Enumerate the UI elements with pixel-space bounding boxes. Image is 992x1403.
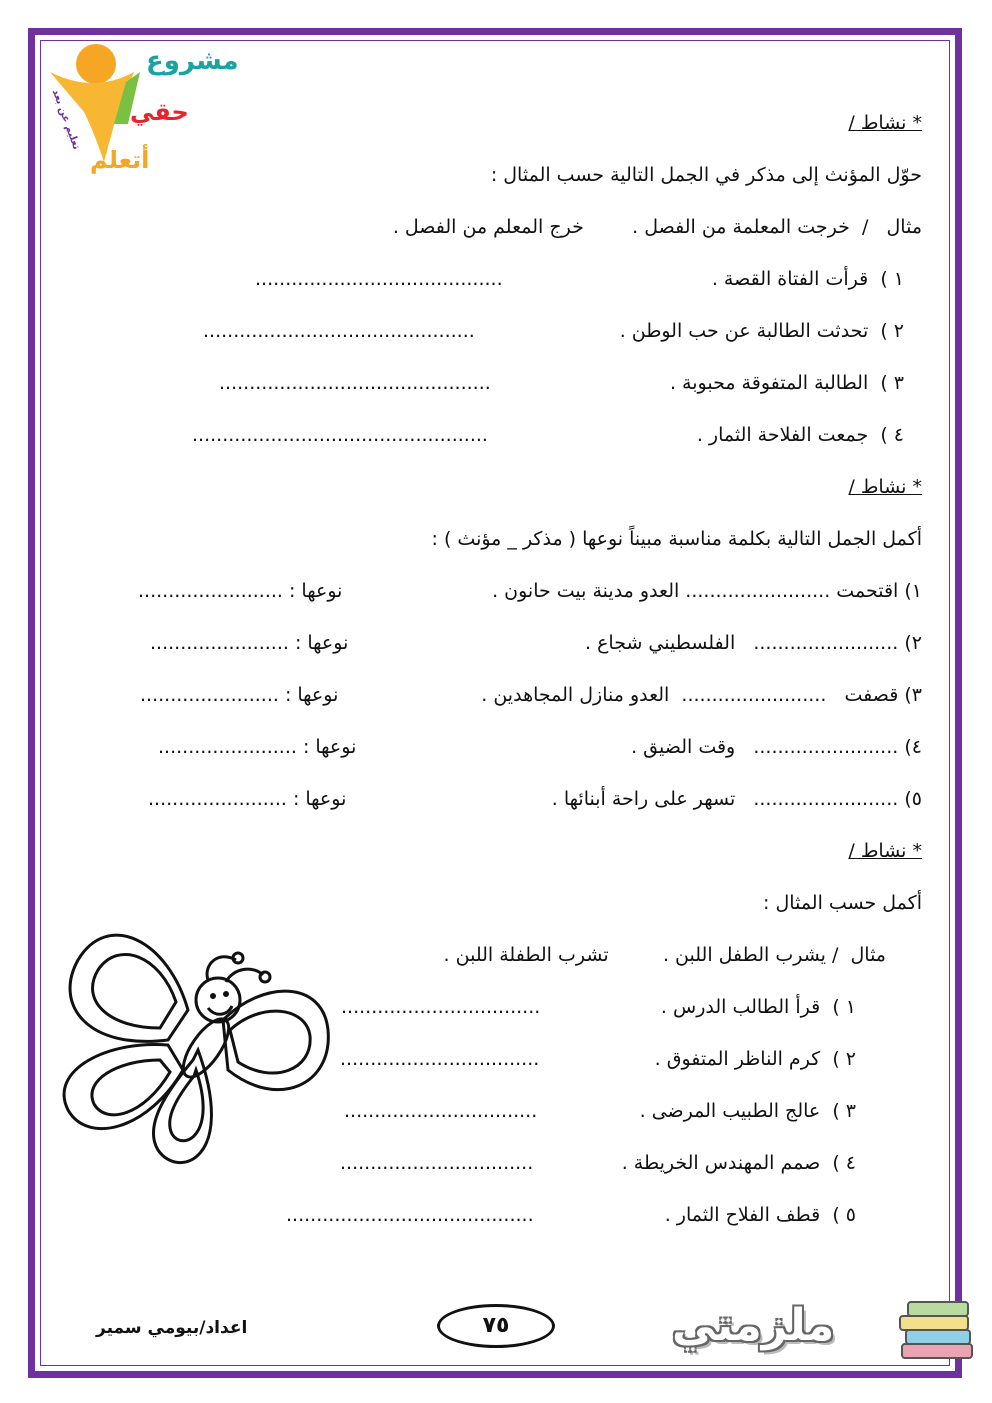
site-watermark: ملزمتي	[672, 1300, 835, 1351]
example-answer: خرج المعلم من الفصل .	[392, 216, 584, 238]
item-number: ١ )	[832, 996, 856, 1018]
activity1-item-4	[697, 423, 904, 447]
example-label: مثال /	[861, 216, 922, 238]
activity1-example	[393, 215, 922, 239]
answer-blank[interactable]: ................................	[344, 1100, 538, 1122]
answer-blank[interactable]: ................................	[340, 1152, 534, 1174]
item-text: الطالبة المتفوقة محبوبة .	[669, 372, 869, 394]
item-number: ٢ )	[832, 1048, 856, 1070]
item-number: ٣ )	[832, 1100, 856, 1122]
item-sentence: اقتحمت ........................ العدو مدينة بيت حانون .	[492, 580, 899, 602]
item-text: صمم المهندس الخريطة .	[621, 1152, 821, 1174]
activity3-heading: * نشاط /	[848, 840, 922, 862]
type-blank[interactable]: نوعها : .......................	[148, 788, 347, 810]
item-number: ٤)	[904, 736, 922, 758]
item-number: ٣)	[904, 684, 922, 706]
butterfly-icon	[48, 920, 338, 1170]
activity2-item-2	[585, 631, 922, 655]
answer-blank[interactable]: .................................	[340, 1048, 540, 1070]
item-text: عالج الطبيب المرضى .	[639, 1100, 821, 1122]
item-number: ٣ )	[880, 372, 904, 394]
item-number: ١ )	[880, 268, 904, 290]
activity1-instruction: حوّل المؤنث إلى مذكر في الجمل التالية حسب المثال :	[490, 164, 922, 186]
item-text: قطف الفلاح الثمار .	[664, 1204, 821, 1226]
answer-blank[interactable]: .................................	[341, 996, 541, 1018]
item-sentence: قصفت ........................ العدو منازل المجاهدين .	[481, 684, 899, 706]
item-text: قرأ الطالب الدرس .	[660, 996, 821, 1018]
activity2-item-4	[631, 735, 922, 759]
item-number: ٢ )	[880, 320, 904, 342]
example-given: يشرب الطفل اللبن .	[662, 944, 826, 966]
example-answer: تشرب الطفلة اللبن .	[443, 944, 609, 966]
logo-side-text: تعليم عن بعد	[49, 87, 82, 152]
page-number: ٧٥	[437, 1304, 555, 1348]
item-number: ٥ )	[832, 1204, 856, 1226]
answer-blank[interactable]: .........................................	[286, 1204, 534, 1226]
item-text: كرم الناظر المتفوق .	[654, 1048, 821, 1070]
activity3-item-4	[622, 1151, 856, 1175]
activity2-item-1	[492, 579, 922, 603]
item-number: ٢)	[904, 632, 922, 654]
activity1-heading: * نشاط /	[848, 112, 922, 134]
activity2-heading: * نشاط /	[848, 476, 922, 498]
books-icon	[898, 1296, 978, 1366]
item-text: قرأت الفتاة القصة .	[711, 268, 869, 290]
item-number: ١)	[904, 580, 922, 602]
item-number: ٤ )	[880, 424, 904, 446]
item-number: ٥)	[904, 788, 922, 810]
example-given: خرجت المعلمة من الفصل .	[632, 216, 850, 238]
activity1-item-2	[620, 319, 904, 343]
answer-blank[interactable]: .............................................	[219, 372, 491, 394]
activity1-item-1	[712, 267, 904, 291]
item-text: جمعت الفلاحة الثمار .	[696, 424, 869, 446]
item-text: تحدثت الطالبة عن حب الوطن .	[619, 320, 869, 342]
activity3-instruction: أكمل حسب المثال :	[763, 892, 922, 914]
activity2-item-3	[481, 683, 922, 707]
activity3-item-1	[661, 995, 856, 1019]
logo-word-right: حقي	[130, 98, 189, 126]
answer-blank[interactable]: .................................................	[192, 424, 488, 446]
activity3-item-2	[655, 1047, 856, 1071]
activity3-item-3	[640, 1099, 856, 1123]
logo-word-project: مشروع	[146, 46, 239, 76]
type-blank[interactable]: نوعها : .......................	[150, 632, 349, 654]
example-label: مثال /	[832, 944, 886, 966]
activity3-item-5	[665, 1203, 856, 1227]
item-sentence: ........................ الفلسطيني شجاع .	[585, 632, 899, 654]
item-sentence: ........................ تسهر على راحة أبنائها .	[551, 788, 899, 810]
author-credit: اعداد/بيومي سمير	[96, 1318, 248, 1338]
type-blank[interactable]: نوعها : .......................	[158, 736, 357, 758]
type-blank[interactable]: نوعها : .......................	[140, 684, 339, 706]
item-sentence: ........................ وقت الضيق .	[631, 736, 899, 758]
project-logo	[44, 42, 239, 192]
answer-blank[interactable]: .........................................	[255, 268, 503, 290]
activity1-item-3	[670, 371, 904, 395]
activity2-instruction: أكمل الجمل التالية بكلمة مناسبة مبيناً نوعها ( مذكر _ مؤنث ) :	[431, 528, 922, 550]
type-blank[interactable]: نوعها : ........................	[138, 580, 343, 602]
item-number: ٤ )	[832, 1152, 856, 1174]
activity3-example	[444, 943, 886, 967]
answer-blank[interactable]: .............................................	[203, 320, 475, 342]
activity2-item-5	[552, 787, 922, 811]
logo-word-learn: أتعلم	[90, 146, 150, 174]
